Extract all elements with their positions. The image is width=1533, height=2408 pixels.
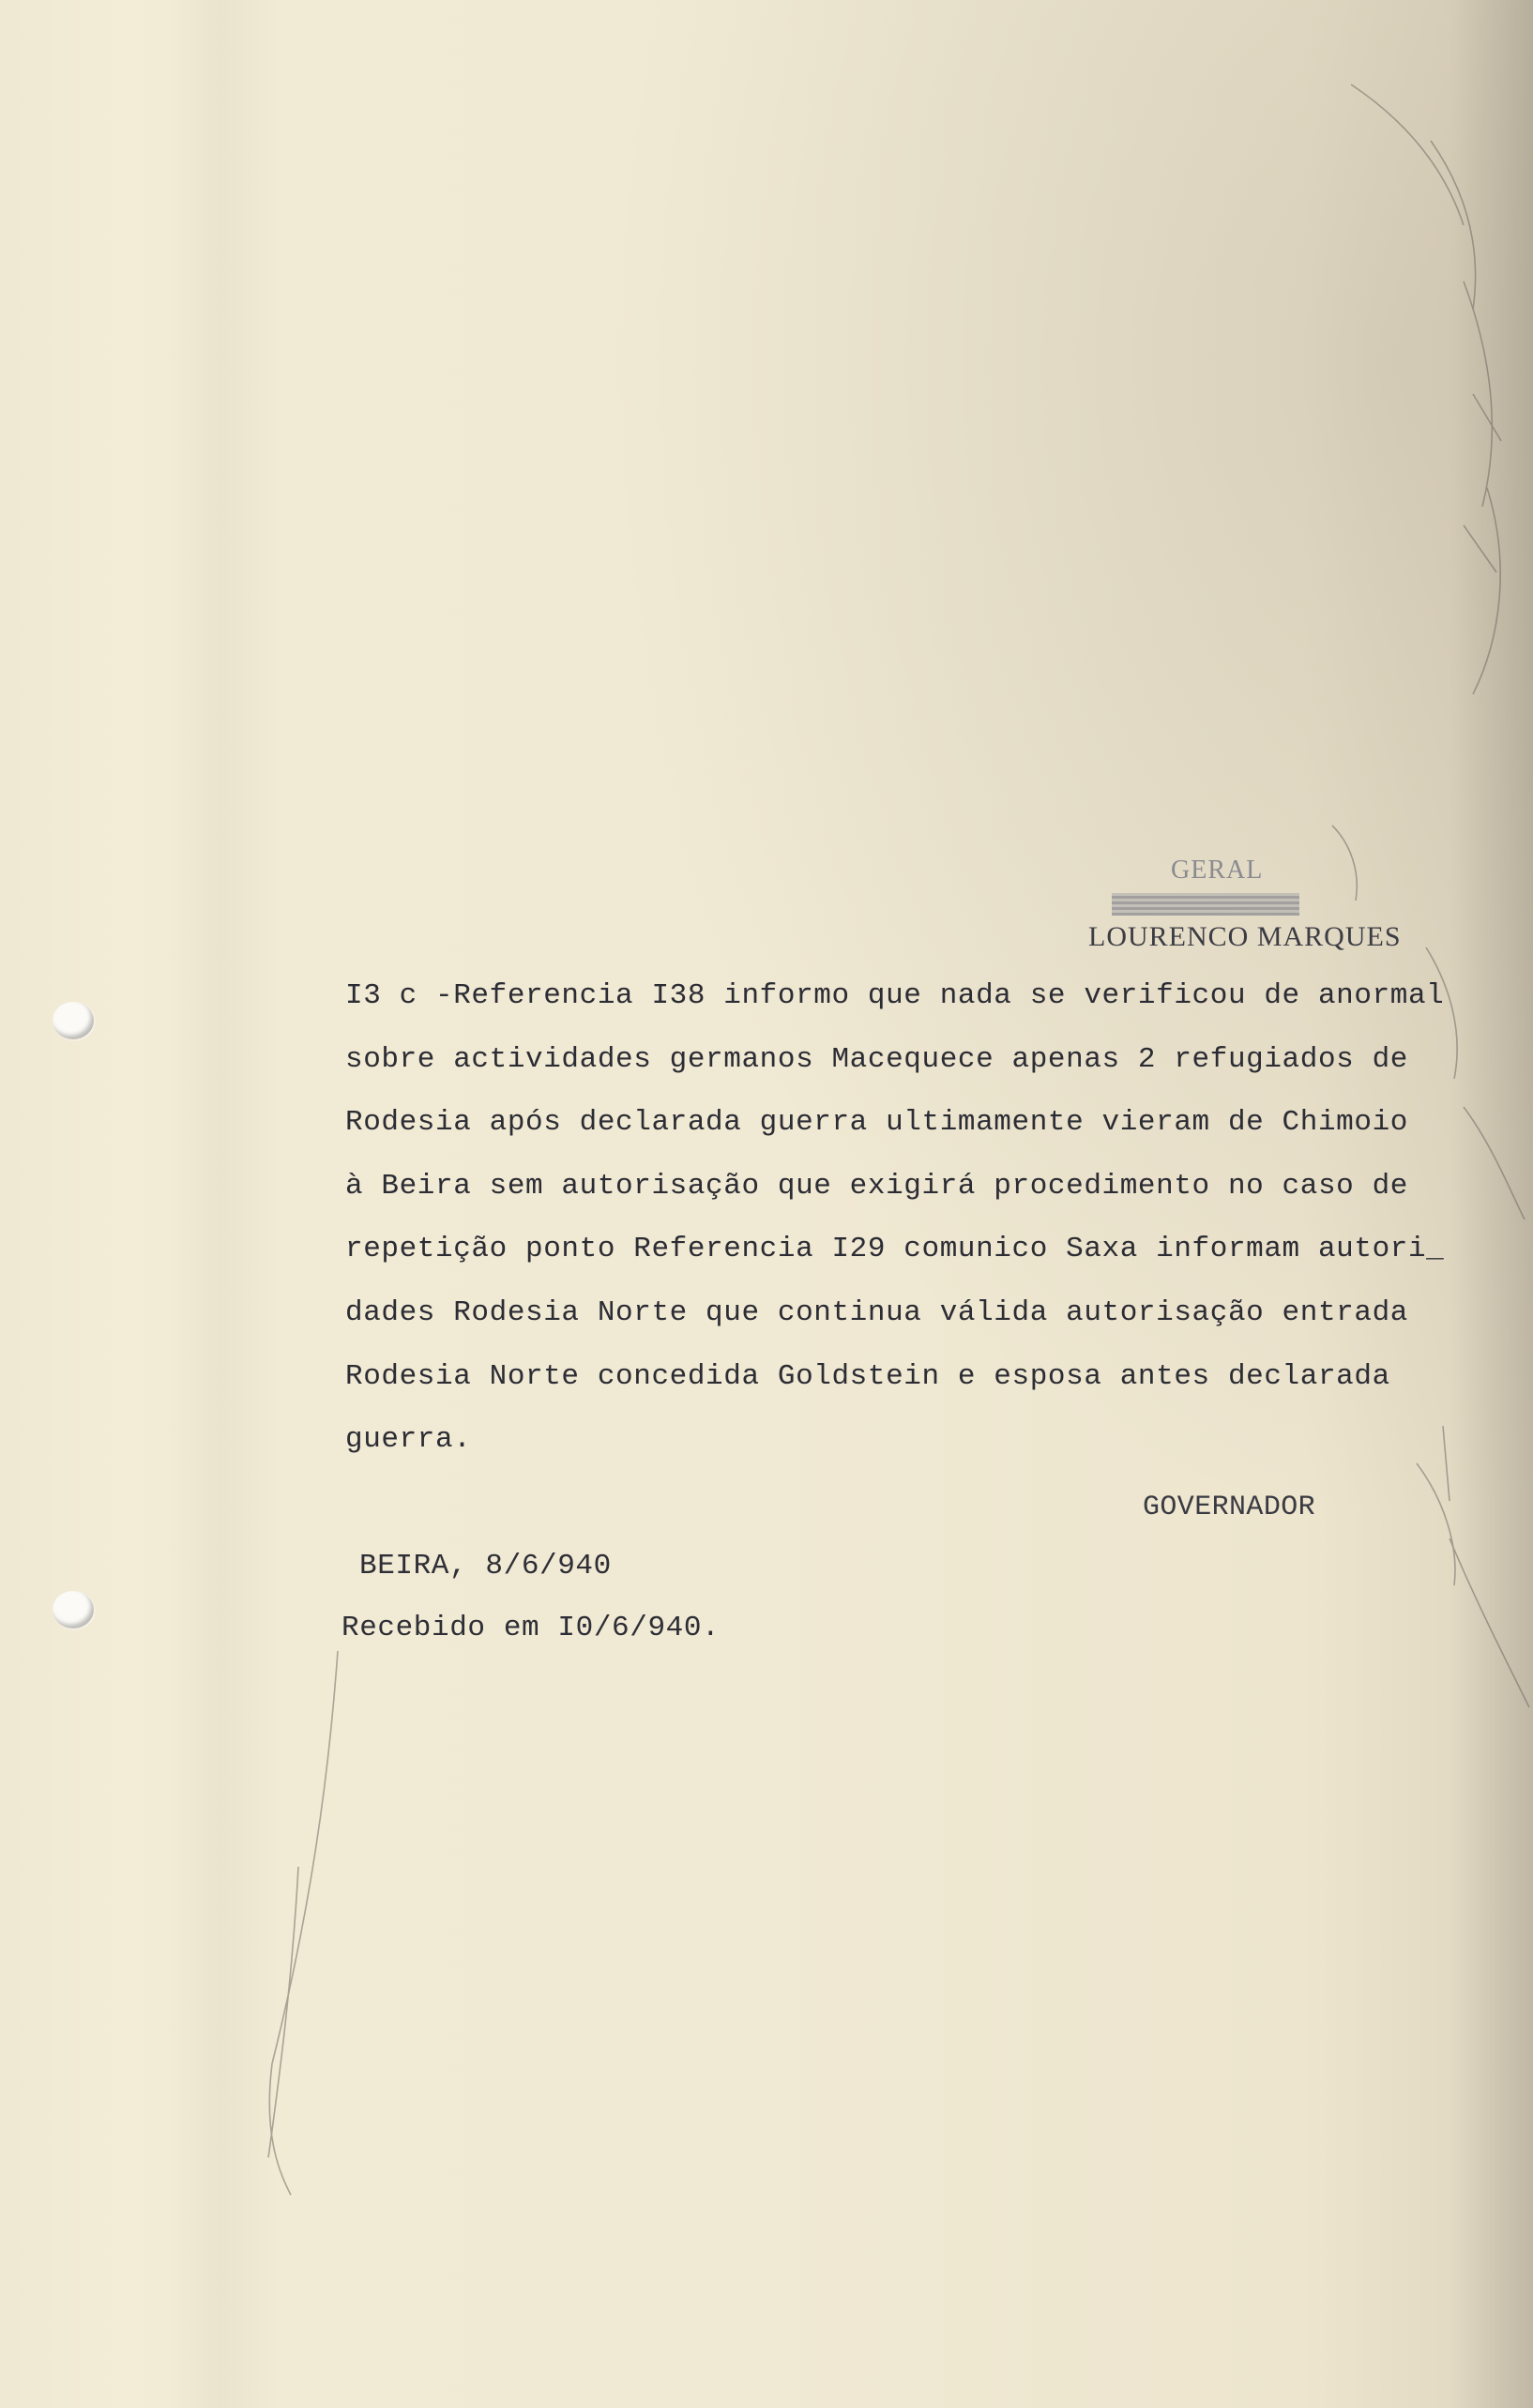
body-line: dades Rodesia Norte que continua válida autorisação entrada: [345, 1295, 1408, 1329]
received-date: Recebido em I0/6/940.: [342, 1612, 721, 1644]
signature-governador: GOVERNADOR: [1143, 1492, 1316, 1523]
body-line: repetição ponto Referencia I29 comunico Saxa informam autori_: [345, 1233, 1445, 1266]
body-line: I3 c -Referencia I38 informo que nada se verificou de anormal: [345, 979, 1445, 1012]
stamp-location: LOURENCO MARQUES: [1088, 921, 1402, 952]
body-line: Rodesia após declarada guerra ultimamente vieram de Chimoio: [345, 1106, 1408, 1140]
stamp-department: GERAL: [1171, 856, 1264, 885]
body-line: sobre actividades germanos Macequece apenas 2 refugiados de: [345, 1042, 1408, 1076]
body-line: à Beira sem autorisação que exigirá procedimento no caso de: [345, 1169, 1408, 1203]
body-line: Rodesia Norte concedida Goldstein e esposa antes declarada: [345, 1359, 1390, 1393]
stamp-struck-through-line: [1112, 893, 1299, 916]
body-line: guerra.: [345, 1423, 472, 1457]
place-and-date: BEIRA, 8/6/940: [359, 1550, 612, 1583]
telegram-body: [345, 977, 1490, 1485]
